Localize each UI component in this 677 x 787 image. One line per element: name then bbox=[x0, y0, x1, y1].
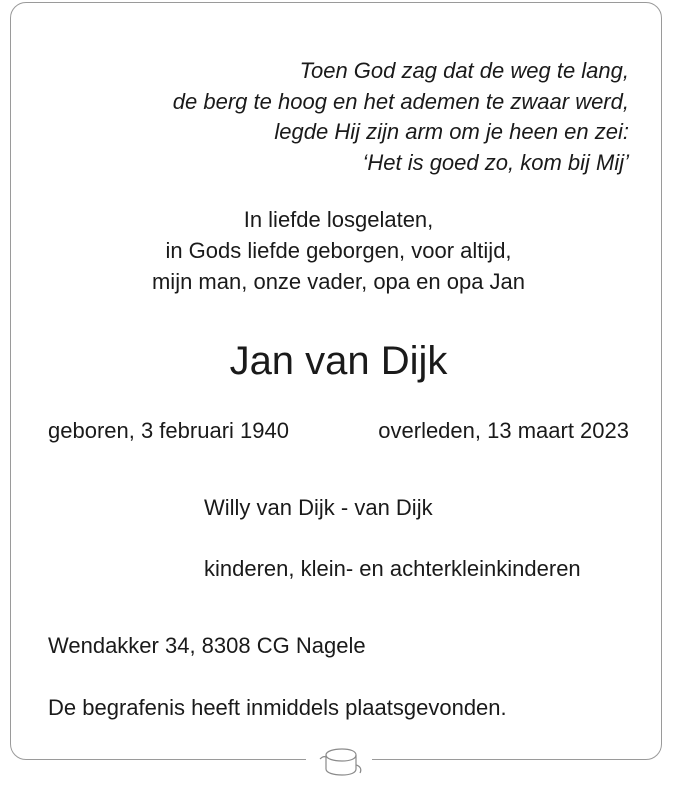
poem-verse bbox=[173, 56, 629, 178]
poem-line: de berg te hoog en het ademen te zwaar werd, bbox=[172, 88, 629, 114]
intro-line: mijn man, onze vader, opa en opa Jan bbox=[151, 269, 526, 294]
descendants-line: kinderen, klein- en achterkleinkinderen bbox=[204, 556, 581, 581]
death-date: overleden, 13 maart 2023 bbox=[378, 418, 629, 443]
funeral-notice: De begrafenis heeft inmiddels plaatsgevonden. bbox=[48, 695, 507, 720]
intro-line: in Gods liefde geborgen, voor altijd, bbox=[165, 238, 512, 263]
poem-line: legde Hij zijn arm om je heen en zei: bbox=[274, 119, 629, 144]
poem-line: Toen God zag dat de weg te lang, bbox=[299, 58, 629, 83]
intro-line: In liefde losgelaten, bbox=[243, 207, 434, 232]
rolled-scroll-emblem-icon bbox=[312, 745, 368, 781]
birth-date: geboren, 3 februari 1940 bbox=[48, 418, 289, 443]
deceased-name: Jan van Dijk bbox=[229, 339, 448, 383]
intro-text bbox=[0, 204, 677, 297]
correspondence-address: Wendakker 34, 8308 CG Nagele bbox=[48, 633, 366, 658]
spouse-name: Willy van Dijk - van Dijk bbox=[204, 495, 433, 520]
poem-line: ‘Het is goed zo, kom bij Mij’ bbox=[362, 149, 629, 175]
